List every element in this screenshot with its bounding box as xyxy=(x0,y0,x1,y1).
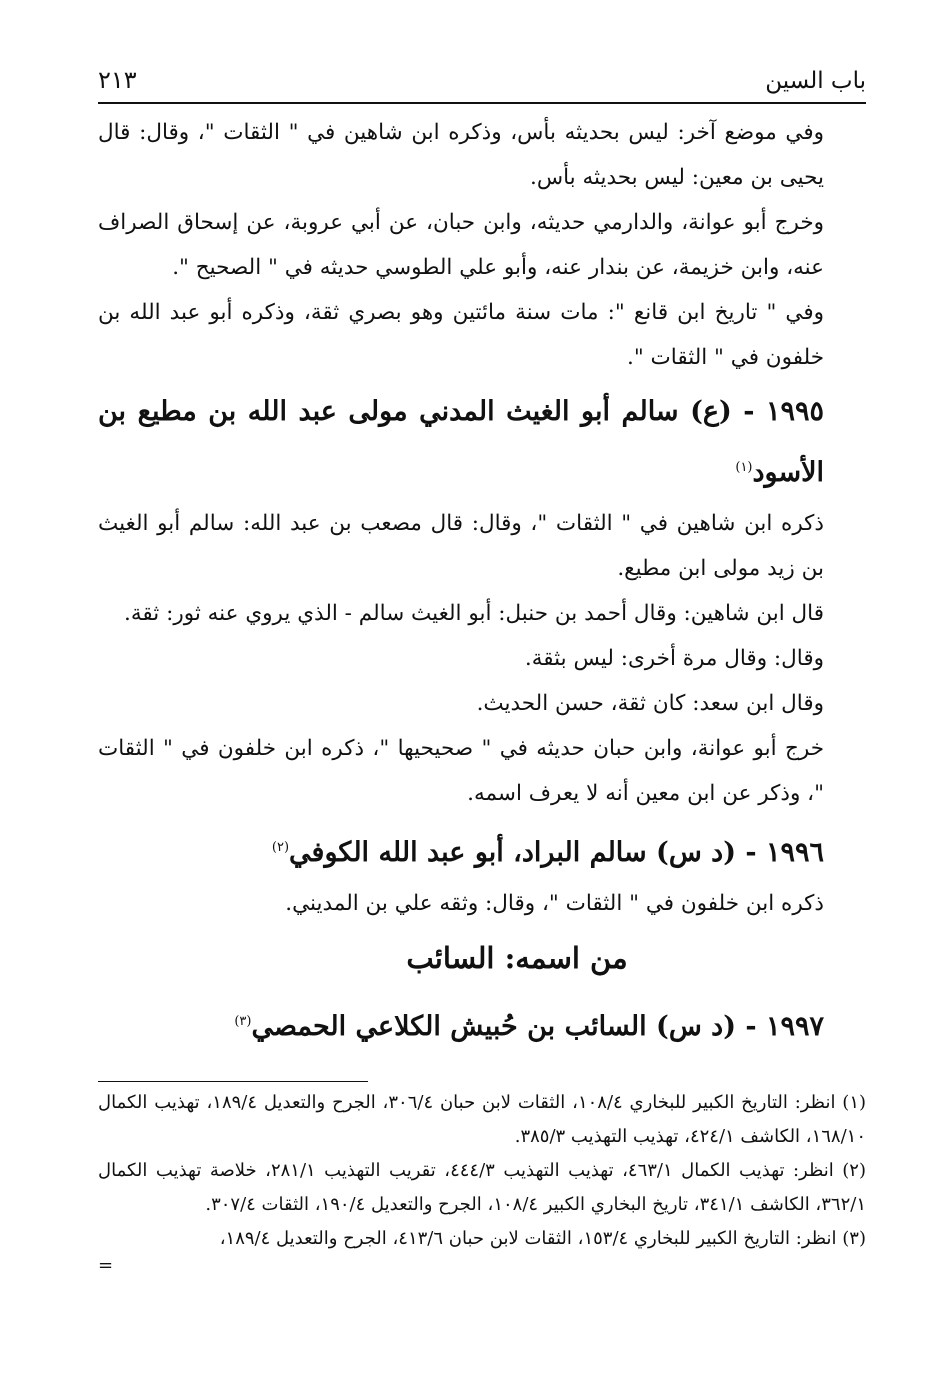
book-page xyxy=(98,58,866,1276)
paragraph: ذكره ابن شاهين في " الثقات "، وقال: قال مصعب بن عبد الله: سالم أبو الغيث بن زيد مولى ابن مطيع. xyxy=(98,511,824,581)
footnote-continuation-mark: = xyxy=(98,1255,114,1276)
footnote-ref: (١) xyxy=(735,460,753,475)
chapter-title: باب السين xyxy=(765,68,866,94)
paragraph: وفي " تاريخ ابن قانع ": مات سنة مائتين وهو بصري ثقة، وذكره أبو عبد الله بن خلفون في " الثقات ". xyxy=(98,300,824,370)
entry-heading-1996 xyxy=(98,820,866,881)
footnote-ref: (٣) xyxy=(234,1014,252,1029)
main-text xyxy=(98,110,866,1055)
footnotes xyxy=(98,1086,866,1276)
running-header xyxy=(98,58,866,100)
entry-heading-text: ١٩٩٦ - (د س) سالم البراد، أبو عبد الله الكوفي xyxy=(289,837,824,868)
paragraph: وفي موضع آخر: ليس بحديثه بأس، وذكره ابن شاهين في " الثقات "، وقال: قال يحيى بن معين: ليس بحديثه بأس. xyxy=(98,120,824,190)
page-number: ٢١٣ xyxy=(98,66,137,94)
entry-heading-1995 xyxy=(98,384,866,501)
footnote-rule xyxy=(98,1081,368,1082)
paragraph: ذكره ابن خلفون في " الثقات "، وقال: وثقه علي بن المديني. xyxy=(285,891,824,916)
paragraph: وخرج أبو عوانة، والدارمي حديثه، وابن حبان، عن أبي عروبة، عن إسحاق الصراف عنه، وابن خزيمة، عن بندار عنه، وأبو علي الطوسي حديثه في " الصحيح ". xyxy=(98,210,824,280)
footnote-ref: (٢) xyxy=(271,840,290,855)
footnote-3: (٣) انظر: التاريخ الكبير للبخاري ١٥٣/٤، الثقات لابن حبان ٤١٣/٦، الجرح والتعديل ١٨٩/٤، xyxy=(219,1228,866,1249)
entry-heading-text: ١٩٩٧ - (د س) السائب بن حُبيش الكلاعي الحمصي xyxy=(251,1011,824,1042)
entry-heading-1997 xyxy=(98,994,866,1055)
section-heading: من اسمه: السائب xyxy=(406,941,628,975)
paragraph: وقال: وقال مرة أخرى: ليس بثقة. xyxy=(524,646,824,671)
footnote-2: (٢) انظر: تهذيب الكمال ٤٦٣/١، تهذيب التهذيب ٤٤٤/٣، تقريب التهذيب ٢٨١/١، خلاصة تهذيب الكمال ٣٦٢/١، الكاشف ٣٤١/١، تاريخ البخاري الكبير ١٠٨/٤، الجرح والتعديل ١٩٠/٤، الثقات ٣٠٧/٤. xyxy=(98,1160,866,1215)
paragraph: خرج أبو عوانة، وابن حبان حديثه في " صحيحيها "، ذكره ابن خلفون في " الثقات "، وذكر عن ابن معين أنه لا يعرف اسمه. xyxy=(98,736,824,806)
header-rule xyxy=(98,102,866,104)
entry-heading-text: ١٩٩٥ - (ع) سالم أبو الغيث المدني مولى عبد الله بن مطيع بن الأسود xyxy=(98,396,824,488)
paragraph: وقال ابن سعد: كان ثقة، حسن الحديث. xyxy=(476,691,824,716)
footnote-1: (١) انظر: التاريخ الكبير للبخاري ١٠٨/٤، الثقات لابن حبان ٣٠٦/٤، الجرح والتعديل ١٨٩/٤، تهذيب الكمال ١٦٨/١٠، الكاشف ٤٢٤/١، تهذيب التهذيب ٣٨٥/٣. xyxy=(98,1092,867,1147)
paragraph: قال ابن شاهين: وقال أحمد بن حنبل: أبو الغيث سالم - الذي يروي عنه ثور: ثقة. xyxy=(124,601,824,626)
